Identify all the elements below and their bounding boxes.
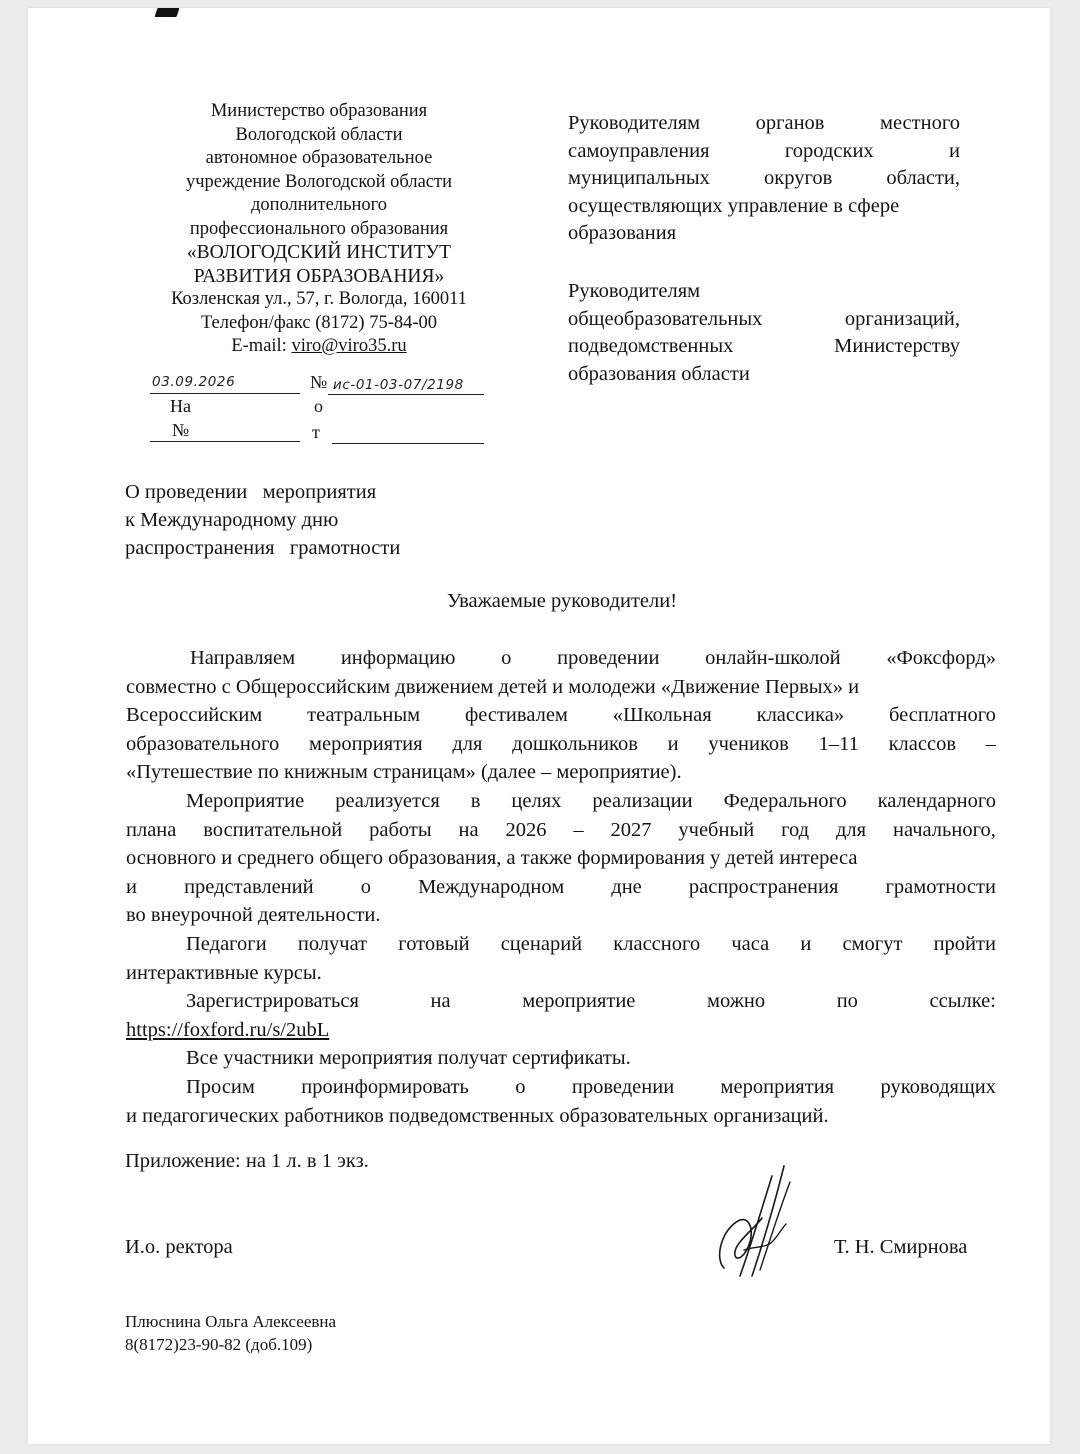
word: классика» bbox=[756, 704, 845, 727]
word: «Путешествие по книжным страницам» (далее – мероприятие). bbox=[126, 761, 682, 784]
handwritten-date: 03.09.2026 bbox=[152, 374, 236, 390]
word: плана bbox=[126, 818, 177, 841]
signer-name: Т. Н. Смирнова bbox=[834, 1236, 968, 1258]
recipient-line bbox=[568, 165, 960, 193]
word: реализуется bbox=[335, 789, 440, 812]
word: на bbox=[458, 818, 479, 841]
executor-name: Плюснина Ольга Алексеевна bbox=[125, 1312, 337, 1331]
word: воспитательной bbox=[203, 818, 343, 841]
word: для bbox=[452, 732, 483, 755]
word: работы bbox=[369, 818, 432, 841]
body-line bbox=[126, 1044, 996, 1073]
word: области, bbox=[886, 167, 960, 189]
recipient-line bbox=[568, 333, 960, 361]
word: Всероссийским bbox=[126, 704, 263, 727]
word: – bbox=[573, 818, 584, 841]
body-line bbox=[126, 816, 996, 845]
sender-address: Козленская ул., 57, г. Вологда, 160011 bbox=[171, 289, 467, 309]
scan-mark bbox=[155, 8, 180, 17]
word: Международном bbox=[418, 875, 565, 898]
word: получат bbox=[297, 932, 368, 955]
letter-body bbox=[126, 644, 996, 1130]
body-line bbox=[126, 901, 996, 930]
word: Зарегистрироваться bbox=[186, 990, 359, 1013]
recipient-line bbox=[568, 138, 960, 166]
subject-line: О проведении мероприятия bbox=[125, 481, 377, 503]
sender-line: «ВОЛОГОДСКИЙ ИНСТИТУТ bbox=[186, 242, 452, 263]
word: на bbox=[430, 990, 451, 1013]
word: можно bbox=[707, 990, 766, 1013]
greeting: Уважаемые руководители! bbox=[446, 590, 678, 612]
email-link[interactable]: viro@viro35.ru bbox=[291, 336, 407, 356]
word: совместно с Общероссийским движением детей и молодежи «Движение Первых» и bbox=[126, 675, 860, 698]
body-line bbox=[126, 844, 996, 873]
sender-line: учреждение Вологодской области bbox=[185, 171, 453, 192]
word: по bbox=[836, 990, 858, 1013]
body-line bbox=[126, 1016, 996, 1045]
word: дне bbox=[611, 875, 642, 898]
word: организаций, bbox=[844, 307, 960, 330]
sender-line: автономное образовательное bbox=[205, 148, 433, 168]
word: и bbox=[800, 932, 812, 955]
attachment-note: Приложение: на 1 л. в 1 экз. bbox=[125, 1150, 369, 1172]
word: целях bbox=[511, 789, 562, 812]
word: Руководителям bbox=[568, 112, 701, 134]
signer-role: И.о. ректора bbox=[125, 1236, 233, 1258]
no-label: № bbox=[172, 420, 190, 440]
word: округов bbox=[764, 167, 833, 189]
word: интерактивные курсы. bbox=[126, 961, 322, 984]
word: представлений bbox=[184, 875, 314, 898]
word: о bbox=[515, 1075, 526, 1098]
word: смогут bbox=[842, 932, 903, 955]
word: начального, bbox=[892, 818, 996, 841]
word: осуществляющих управление в сфере bbox=[568, 194, 900, 217]
sender-line: Вологодской области bbox=[235, 124, 403, 145]
word: часа bbox=[731, 932, 770, 955]
word: готовый bbox=[398, 932, 470, 955]
word: мероприятия bbox=[309, 732, 423, 755]
word: о bbox=[501, 647, 512, 669]
word: и bbox=[126, 875, 137, 898]
subject-block bbox=[125, 478, 400, 562]
word: фестивалем bbox=[464, 704, 568, 727]
word: бесплатного bbox=[888, 704, 996, 727]
word: Мероприятие bbox=[186, 789, 305, 812]
handwritten-signature bbox=[700, 1158, 810, 1293]
number-underline bbox=[328, 394, 484, 395]
sender-line: Министерство образования bbox=[210, 101, 428, 121]
date-underline bbox=[150, 393, 300, 394]
body-line bbox=[126, 673, 996, 702]
word: календарного bbox=[877, 789, 996, 812]
sender-line: РАЗВИТИЯ ОБРАЗОВАНИЯ» bbox=[193, 265, 445, 287]
word: классного bbox=[613, 932, 701, 955]
word: и bbox=[667, 732, 679, 755]
word: основного и среднего общего образования, а также формирования у детей интереса bbox=[126, 847, 858, 870]
no-underline bbox=[150, 441, 300, 442]
body-line bbox=[126, 644, 996, 673]
executor-phone: 8(8172)23-90-82 (доб.109) bbox=[125, 1335, 313, 1354]
word: – bbox=[985, 732, 996, 755]
word: информацию bbox=[340, 647, 456, 669]
word: 2026 bbox=[505, 818, 547, 841]
subject-line: к Международному дню bbox=[125, 509, 339, 531]
on-label: На bbox=[170, 396, 191, 416]
word: мероприятия bbox=[720, 1075, 835, 1098]
subject-line: распространения грамотности bbox=[125, 537, 401, 559]
recipient-line bbox=[568, 110, 960, 138]
word: пройти bbox=[933, 932, 996, 955]
word: 2027 bbox=[610, 818, 652, 841]
word: «Фоксфорд» bbox=[886, 647, 996, 669]
word: год bbox=[781, 818, 810, 841]
word: для bbox=[835, 818, 867, 841]
word: в bbox=[470, 789, 481, 812]
word: реализации bbox=[592, 789, 693, 812]
word: распространения bbox=[688, 875, 839, 898]
word: ссылке: bbox=[929, 990, 996, 1013]
sender-phone: Телефон/факс (8172) 75-84-00 bbox=[200, 312, 438, 333]
word: сценарий bbox=[500, 932, 583, 955]
number-sign: № bbox=[310, 372, 328, 392]
word: и педагогических работников подведомственных образовательных организаций. bbox=[126, 1104, 829, 1127]
body-line bbox=[126, 701, 996, 730]
word: муниципальных bbox=[568, 167, 710, 189]
word: образования bbox=[568, 222, 677, 244]
word: Направляем bbox=[190, 647, 296, 669]
t-underline bbox=[332, 443, 484, 444]
word: руководящих bbox=[880, 1075, 996, 1098]
body-line bbox=[126, 1102, 996, 1131]
recipient-line bbox=[568, 220, 960, 248]
recipient-line bbox=[568, 361, 960, 389]
word: учебный bbox=[678, 818, 755, 841]
word: учеников bbox=[708, 732, 789, 755]
t-label: т bbox=[312, 422, 320, 442]
word: классов bbox=[888, 732, 956, 755]
word: 1–11 bbox=[818, 732, 859, 755]
word: и bbox=[949, 139, 960, 162]
body-line bbox=[126, 930, 996, 959]
word: Просим bbox=[186, 1075, 255, 1098]
recipient-line bbox=[568, 193, 960, 221]
executor-block bbox=[125, 1310, 336, 1356]
body-line bbox=[126, 959, 996, 988]
word: Все участники мероприятия получат сертификаты. bbox=[186, 1047, 631, 1070]
handwritten-number: ис-01-03-07/2198 bbox=[333, 377, 464, 393]
word: Министерству bbox=[834, 335, 960, 357]
recipient-line bbox=[568, 278, 960, 306]
word: онлайн-школой bbox=[705, 647, 841, 669]
body-line bbox=[126, 730, 996, 759]
registration-link[interactable]: https://foxford.ru/s/2ubL bbox=[126, 1018, 330, 1041]
body-line bbox=[126, 987, 996, 1016]
body-line bbox=[126, 873, 996, 902]
word: Руководителям bbox=[568, 280, 701, 302]
body-line bbox=[126, 758, 996, 787]
sender-line: профессионального образования bbox=[189, 218, 449, 239]
word: органов bbox=[755, 112, 825, 134]
recipient-line bbox=[568, 306, 960, 334]
word: самоуправления bbox=[568, 139, 710, 162]
word: мероприятие bbox=[522, 990, 636, 1013]
recipient-group-2 bbox=[568, 278, 960, 388]
body-line bbox=[126, 787, 996, 816]
word: Педагоги bbox=[186, 932, 267, 955]
word: городских bbox=[784, 139, 874, 162]
word: местного bbox=[879, 112, 960, 134]
sender-block bbox=[138, 100, 500, 359]
body-line bbox=[126, 1073, 996, 1102]
letter-page bbox=[28, 8, 1050, 1444]
email-label: E-mail: bbox=[231, 336, 292, 356]
word: образования области bbox=[568, 362, 750, 385]
sender-line: дополнительного bbox=[250, 195, 388, 215]
word: образовательного bbox=[126, 732, 280, 755]
word: дошкольников bbox=[512, 732, 638, 755]
word: «Школьная bbox=[612, 704, 712, 727]
word: общеобразовательных bbox=[568, 307, 763, 330]
word: во внеурочной деятельности. bbox=[126, 904, 381, 927]
word: проведении bbox=[571, 1075, 675, 1098]
sender-email-line bbox=[138, 335, 500, 359]
recipient-group-1 bbox=[568, 110, 960, 248]
word: проведении bbox=[557, 647, 660, 669]
word: проинформировать bbox=[301, 1075, 469, 1098]
word: грамотности bbox=[885, 875, 996, 898]
word: Федерального bbox=[723, 789, 847, 812]
word: подведомственных bbox=[568, 335, 734, 357]
o-label: о bbox=[314, 396, 323, 416]
word: театральным bbox=[307, 704, 421, 727]
word: о bbox=[360, 875, 371, 898]
